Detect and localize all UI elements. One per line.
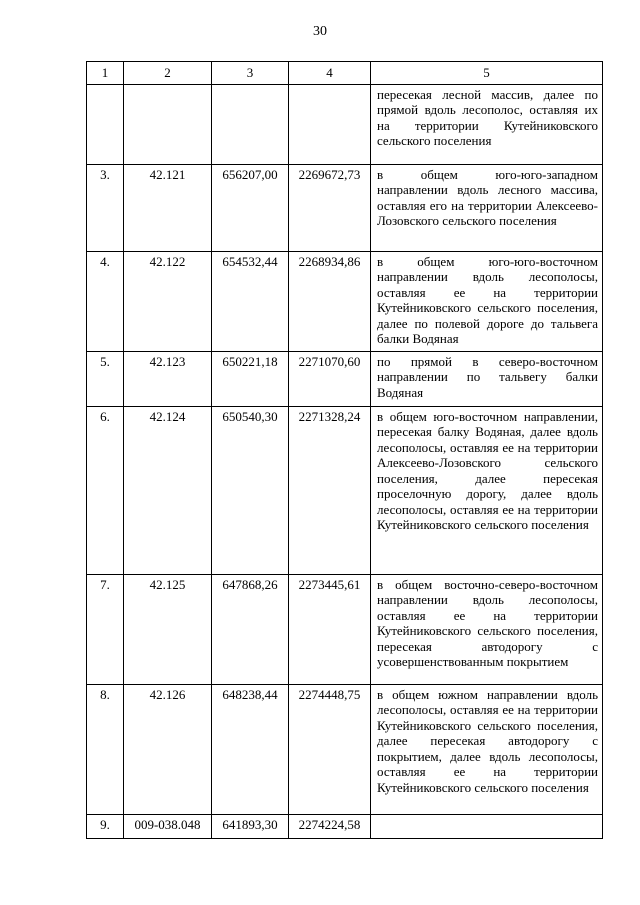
point-id: 42.123 [124,351,212,406]
coord-y: 2268934,86 [289,251,371,351]
point-id: 42.121 [124,164,212,251]
point-id: 42.122 [124,251,212,351]
table-row [87,814,603,838]
row-number: 8. [87,684,124,814]
row-number: 6. [87,406,124,574]
coord-y: 2274224,58 [289,814,371,838]
table-row [87,351,603,406]
header-col-2: 2 [124,62,212,85]
row-number: 3. [87,164,124,251]
coord-y: 2271070,60 [289,351,371,406]
table-row [87,164,603,251]
boundary-description: в общем юго-юго-восточном направлении вдоль лесополосы, оставляя ее на территории Кутейниковского сельского поселения, далее по полевой дороге до тальвега балки Водяная [371,251,603,351]
table-row [87,251,603,351]
row-number [87,84,124,164]
row-number: 5. [87,351,124,406]
coord-x: 656207,00 [212,164,289,251]
row-number: 7. [87,574,124,684]
row-number: 9. [87,814,124,838]
boundary-description: пересекая лесной массив, далее по прямой вдоль лесополос, оставляя их на территории Кутейниковского сельского поселения [371,84,603,164]
coord-x: 641893,30 [212,814,289,838]
boundary-description: в общем восточно-северо-восточном направлении вдоль лесополосы, оставляя ее на территории Кутейниковского сельского поселения, пересекая автодорогу с усовершенствованным покрытием [371,574,603,684]
row-number: 4. [87,251,124,351]
boundary-description: по прямой в северо-восточном направлении по тальвегу балки Водяная [371,351,603,406]
coord-x [212,84,289,164]
coord-x: 650221,18 [212,351,289,406]
table-header-row [87,62,603,85]
coord-y [289,84,371,164]
boundary-description: в общем юго-юго-западном направлении вдоль лесного массива, оставляя его на территории Алексеево-Лозовского сельского поселения [371,164,603,251]
boundary-table [86,61,603,839]
table-row [87,574,603,684]
table-row [87,684,603,814]
point-id: 42.126 [124,684,212,814]
coord-y: 2274448,75 [289,684,371,814]
coord-y: 2271328,24 [289,406,371,574]
point-id: 42.125 [124,574,212,684]
header-col-5: 5 [371,62,603,85]
table-row [87,406,603,574]
header-col-4: 4 [289,62,371,85]
coord-x: 650540,30 [212,406,289,574]
page-number: 30 [313,24,327,39]
table-row [87,84,603,164]
header-col-1: 1 [87,62,124,85]
coord-x: 654532,44 [212,251,289,351]
coord-y: 2269672,73 [289,164,371,251]
point-id: 009-038.048 [124,814,212,838]
point-id [124,84,212,164]
coord-x: 647868,26 [212,574,289,684]
boundary-description [371,814,603,838]
coord-y: 2273445,61 [289,574,371,684]
header-col-3: 3 [212,62,289,85]
coord-x: 648238,44 [212,684,289,814]
boundary-description: в общем юго-восточном направлении, пересекая балку Водяная, далее вдоль лесополосы, оставляя ее на территории Алексеево-Лозовского сельского поселения, далее пересекая проселочную дорогу, далее вдоль лесополосы, оставляя ее на территории Кутейниковского сельского поселения [371,406,603,574]
point-id: 42.124 [124,406,212,574]
boundary-description: в общем южном направлении вдоль лесополосы, оставляя ее на территории Кутейниковского сельского поселения, далее пересекая автодорогу с покрытием, далее вдоль лесополосы, оставляя ее на территории Кутейниковского сельского поселения [371,684,603,814]
